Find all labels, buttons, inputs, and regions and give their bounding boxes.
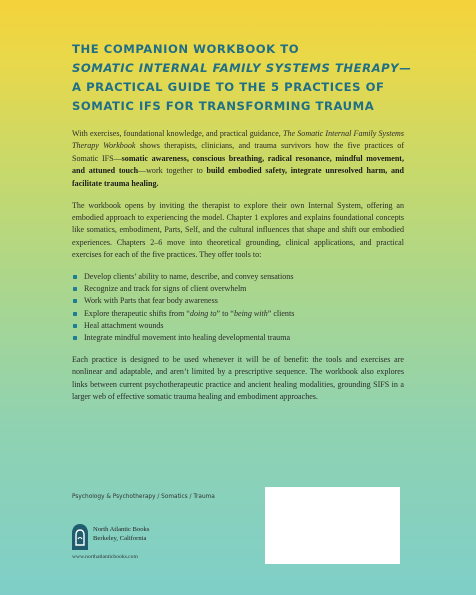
bullet-icon — [73, 275, 77, 279]
intro-text-3: —work together to — [138, 166, 207, 176]
overview-paragraph: The workbook opens by inviting the therapist to explore their own Internal System, offering an embodied approach to experiencing the model. Chapter 1 explores and explains foundational concepts like somatics, embodiment, Parts, Self, and the cultural influences that shape and shift our embodied experiences. Chapters 2–6 move into theoretical grounding, clinical applications, and practical exercises for each of the five practices. They offer tools to: — [72, 200, 404, 260]
intro-outcomes: build embodied safety, integrate unresolved harm, and facilitate trauma healing. — [72, 166, 404, 188]
publisher-logo-icon — [72, 524, 88, 550]
closing-paragraph: Each practice is designed to be used whenever it will be of benefit: the tools and exercises are nonlinear and adaptable, and aren’t limited by a prescriptive sequence. The workbook also explores links between current psychotherapeutic practice and ancient healing modalities, grounding SIFS in a larger web of effective somatic trauma healing and embodiment approaches. — [72, 354, 404, 401]
headline-book-title: SOMATIC INTERNAL FAMILY SYSTEMS THERAPY — [72, 61, 400, 75]
list-item — [72, 308, 404, 320]
bullet-icon — [73, 312, 77, 316]
intro-text-2: shows therapists, clinicians, and trauma survivors how the five practices of Somatic IFS— — [72, 141, 405, 163]
list-item-italic: being with — [233, 308, 268, 318]
list-item-text: Explore therapeutic shifts from “ — [84, 308, 190, 318]
description-body — [72, 128, 404, 413]
intro-practices-list: somatic awareness, conscious breathing, radical resonance, mindful movement, and attuned touch — [72, 153, 404, 176]
back-cover-headline — [72, 40, 452, 116]
list-item-text: Integrate mindful movement into healing developmental trauma — [84, 333, 291, 343]
list-item-text: Recognize and track for signs of client overwhelm — [84, 284, 247, 294]
list-item-text: Develop clients’ ability to name, describe, and convey sensations — [84, 272, 294, 282]
publisher-url[interactable]: www.northatlanticbooks.com — [72, 554, 138, 560]
list-item-text: Heal attachment wounds — [84, 320, 164, 330]
bullet-icon — [73, 299, 77, 303]
tools-list — [72, 271, 404, 344]
headline-line-4: SOMATIC IFS FOR TRANSFORMING TRAUMA — [72, 99, 375, 113]
headline-line-2 — [72, 59, 452, 78]
list-item-text: Work with Parts that fear body awareness — [84, 296, 218, 306]
subject-category: Psychology & Psychotherapy / Somatics / Trauma — [72, 494, 215, 500]
bullet-icon — [73, 324, 77, 328]
intro-book-title: The Somatic Internal Family Systems Therapy Workbook — [72, 129, 404, 151]
publisher-city: Berkeley, California — [93, 534, 147, 542]
list-item — [72, 295, 404, 307]
list-item — [72, 320, 404, 332]
list-item — [72, 283, 404, 295]
bullet-icon — [73, 287, 77, 291]
intro-text-1: With exercises, foundational knowledge, and practical guidance, — [72, 129, 284, 138]
list-item — [72, 271, 404, 283]
list-item-text: ” to “ — [216, 308, 234, 318]
headline-line-3: A PRACTICAL GUIDE TO THE 5 PRACTICES OF — [72, 80, 385, 94]
list-item-italic: doing to — [189, 308, 217, 318]
barcode-area — [265, 487, 400, 564]
bullet-icon — [73, 336, 77, 340]
publisher-block — [72, 521, 222, 561]
intro-paragraph — [72, 128, 404, 190]
list-item — [72, 332, 404, 344]
headline-dash: — — [399, 61, 412, 75]
publisher-name — [93, 526, 149, 544]
publisher-name-text: North Atlantic Books — [93, 526, 150, 533]
headline-line-1: THE COMPANION WORKBOOK TO — [72, 42, 300, 56]
list-item-text: ” clients — [267, 308, 295, 318]
